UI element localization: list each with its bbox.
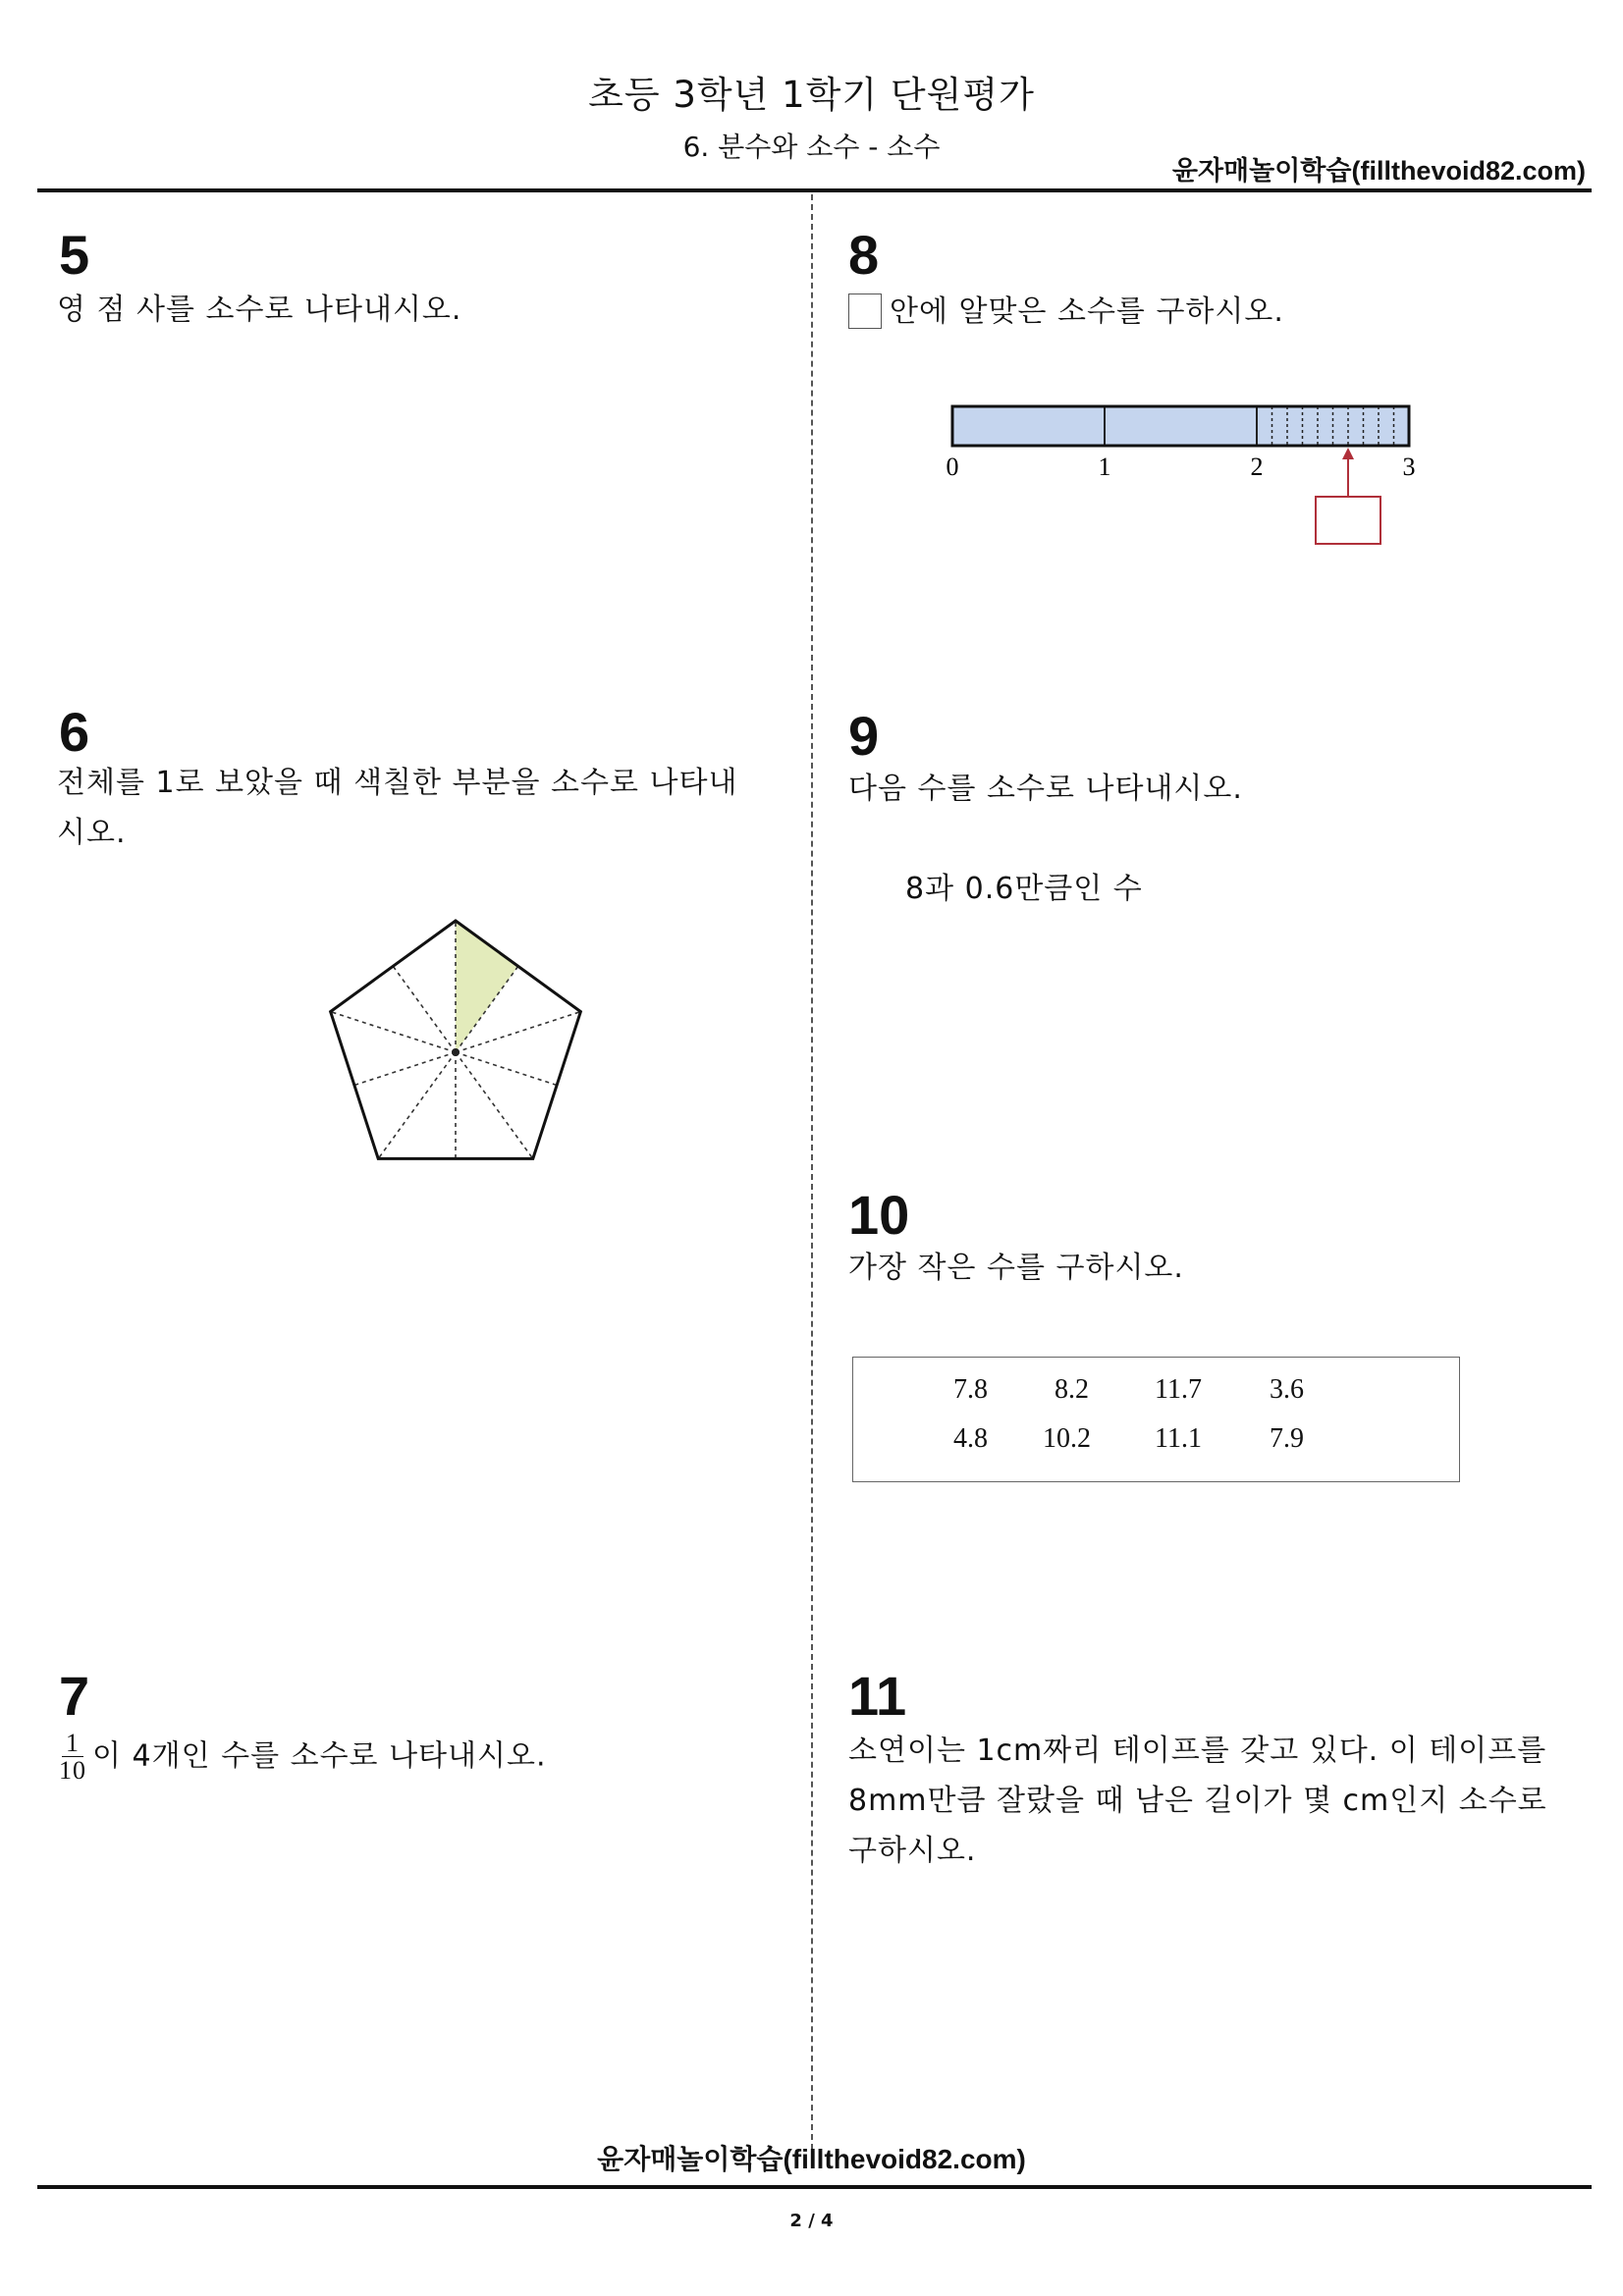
question-11-line-3: 구하시오.: [848, 1834, 977, 1868]
question-11-line-2: 8mm만큼 잘랐을 때 남은 길이가 몇 cm인지 소수로: [848, 1784, 1547, 1818]
pentagon-dashed-line: [378, 1052, 456, 1158]
question-9-text: 다음 수를 소수로 나타내시오.: [848, 772, 1243, 806]
question-11-line-1: 소연이는 1cm짜리 테이프를 갖고 있다. 이 테이프를: [848, 1734, 1547, 1768]
footer-brand: 윤자매놀이학습(fillthevoid82.com): [597, 2144, 1026, 2174]
table-cell: 10.2: [1043, 1423, 1091, 1454]
pentagon-shaded-part: [456, 921, 518, 1052]
number-table: [852, 1357, 1460, 1482]
footer-rule: [37, 2185, 1592, 2189]
pentagon-dashed-line: [393, 966, 456, 1052]
arrow-up-icon: [1342, 448, 1354, 497]
number-line-label: 2: [1250, 453, 1264, 481]
question-8-number: 8: [848, 224, 880, 286]
question-5-number: 5: [59, 224, 90, 286]
pentagon-dashed-line: [456, 1052, 533, 1158]
fraction-one-tenth: [57, 1730, 88, 1785]
question-5-text: 영 점 사를 소수로 나타내시오.: [57, 293, 462, 327]
pentagon-dashed-line: [354, 1052, 456, 1086]
question-8-body: 안에 알맞은 소수를 구하시오.: [890, 294, 1284, 329]
number-line-label: 3: [1402, 453, 1416, 481]
table-cell: 3.6: [1270, 1374, 1304, 1405]
table-cell: 7.9: [1270, 1423, 1304, 1454]
blank-box-icon: [848, 294, 882, 329]
column-divider: [811, 194, 813, 2150]
page-number: 2 / 4: [789, 2211, 834, 2231]
table-cell: 7.8: [953, 1374, 988, 1405]
pentagon-dashed-line: [331, 1012, 456, 1052]
page-title: 초등 3학년 1학기 단원평가: [588, 74, 1035, 116]
question-11-number: 11: [848, 1665, 907, 1727]
pentagon-figure: [0, 0, 811, 1276]
question-7-number: 7: [59, 1665, 90, 1727]
arrow-head: [1342, 448, 1354, 459]
question-6-line-1: 전체를 1로 보았을 때 색칠한 부분을 소수로 나타내: [57, 766, 738, 800]
question-6-number: 6: [59, 701, 90, 763]
question-10-number: 10: [848, 1184, 910, 1246]
table-cell: 11.7: [1155, 1374, 1202, 1405]
question-10-text: 가장 작은 수를 구하시오.: [848, 1251, 1184, 1285]
question-11-text: [848, 1726, 1547, 1876]
number-line-label: 1: [1098, 453, 1111, 481]
question-7-body: 이 4개인 수를 소수로 나타내시오.: [92, 1738, 547, 1774]
question-6-line-2: 시오.: [57, 816, 127, 850]
table-cell: 8.2: [1055, 1374, 1089, 1405]
question-8-text: [848, 287, 1284, 337]
pentagon-center-dot: [452, 1048, 460, 1056]
number-line-answer-box: [1316, 497, 1380, 544]
header-brand: 윤자매놀이학습(fillthevoid82.com): [1171, 156, 1586, 186]
number-line-label: 0: [946, 453, 959, 481]
table-cell: 11.1: [1155, 1423, 1202, 1454]
question-7-text: [57, 1730, 547, 1785]
fraction-denominator: 10: [59, 1756, 86, 1786]
page-subtitle: 6. 분수와 소수 - 소수: [682, 131, 941, 163]
pentagon-dashed-line: [456, 1052, 557, 1086]
fraction-numerator: 1: [62, 1730, 83, 1757]
table-cell: 4.8: [953, 1423, 988, 1454]
number-line-figure: [923, 389, 1473, 556]
number-line-bar-fill: [952, 406, 1409, 446]
question-9-expression: 8과 0.6만큼인 수: [905, 872, 1143, 906]
question-9-number: 9: [848, 705, 880, 767]
